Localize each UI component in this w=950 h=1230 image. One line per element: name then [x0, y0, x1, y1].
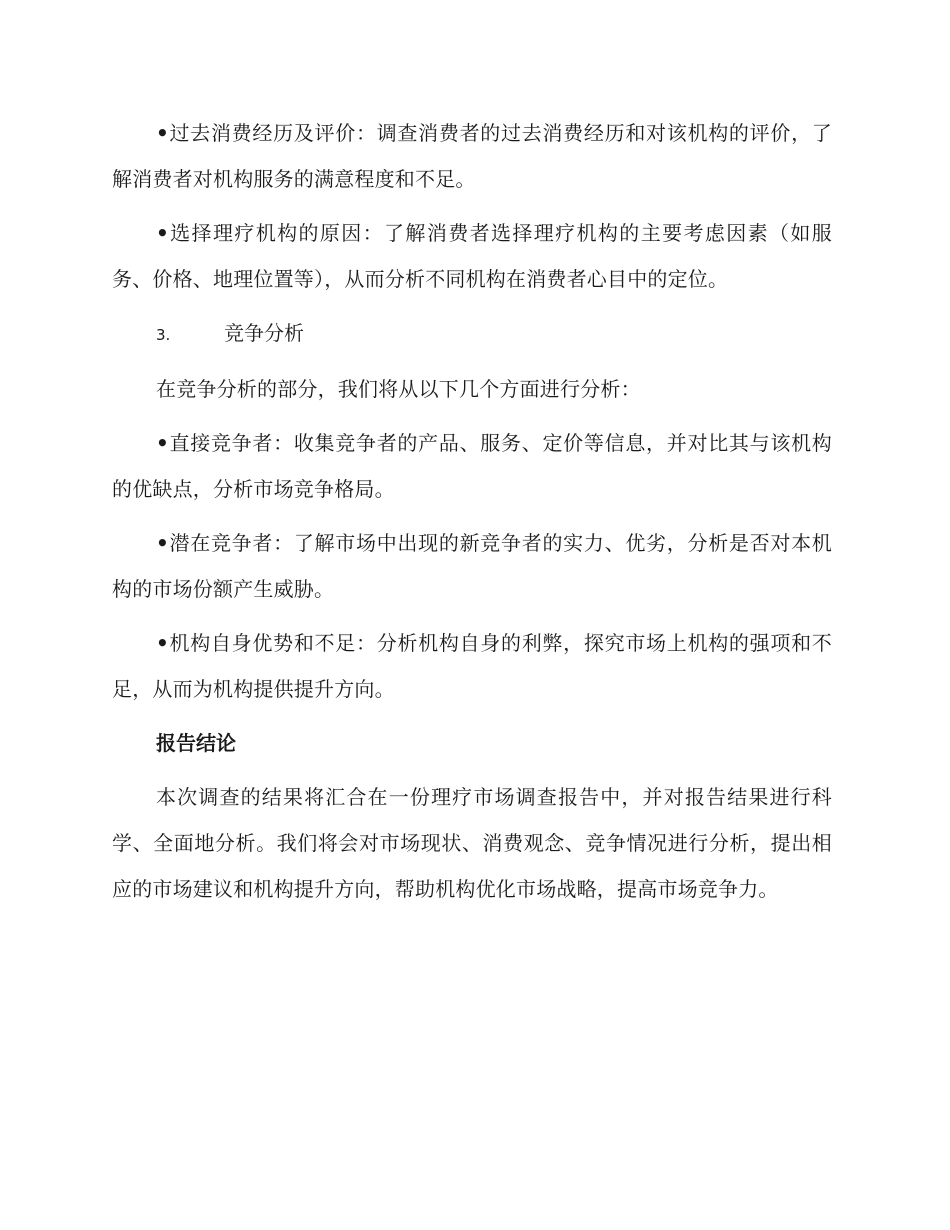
section-heading-competition	[112, 310, 832, 358]
paragraph-text: 潜在竞争者：了解市场中出现的新竞争者的实力、优劣，分析是否对本机构的市场份额产生威胁。	[112, 531, 832, 601]
bullet-marker: •	[156, 121, 169, 145]
section-title: 竞争分析	[224, 321, 304, 345]
bullet-marker: •	[156, 531, 169, 555]
bullet-marker: •	[156, 221, 169, 245]
bullet-marker: •	[156, 631, 169, 655]
conclusion-paragraph: 本次调查的结果将汇合在一份理疗市场调查报告中，并对报告结果进行科学、全面地分析。我们将会对市场现状、消费观念、竞争情况进行分析，提出相应的市场建议和机构提升方向，帮助机构优化市场战略，提高市场竞争力。	[112, 785, 832, 901]
bullet-marker: •	[156, 431, 169, 455]
bullet-paragraph-direct-competitors	[112, 420, 832, 512]
competition-intro-paragraph: 在竞争分析的部分，我们将从以下几个方面进行分析：	[156, 377, 641, 401]
bullet-paragraph-own-strengths	[112, 620, 832, 712]
section-number: 3.	[156, 326, 171, 344]
bullet-paragraph-choice-reasons	[112, 210, 832, 302]
document-body	[112, 110, 832, 920]
paragraph-text: 过去消费经历及评价：调查消费者的过去消费经历和对该机构的评价，了解消费者对机构服务的满意程度和不足。	[112, 121, 832, 191]
bullet-paragraph-past-consumption	[112, 110, 832, 202]
paragraph-text: 直接竞争者：收集竞争者的产品、服务、定价等信息，并对比其与该机构的优缺点，分析市场竞争格局。	[112, 431, 832, 501]
paragraph-text: 机构自身优势和不足：分析机构自身的利弊，探究市场上机构的强项和不足，从而为机构提供提升方向。	[112, 631, 832, 701]
conclusion-heading: 报告结论	[156, 731, 236, 755]
paragraph-text: 选择理疗机构的原因：了解消费者选择理疗机构的主要考虑因素（如服务、价格、地理位置等），从而分析不同机构在消费者心目中的定位。	[112, 221, 832, 291]
bullet-paragraph-potential-competitors	[112, 520, 832, 612]
